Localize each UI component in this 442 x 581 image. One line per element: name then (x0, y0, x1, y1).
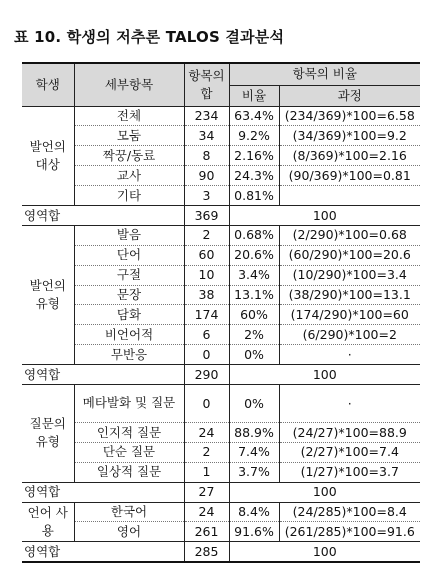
table-row (22, 305, 420, 325)
process-cell: (24/285)*100=8.4 (279, 502, 420, 522)
ratio-cell: 3.7% (229, 462, 279, 482)
process-cell: (90/369)*100=0.81 (279, 166, 420, 186)
ratio-cell: 0.68% (229, 225, 279, 245)
sum-cell: 90 (184, 166, 229, 186)
area-sum-percent: 100 (229, 365, 420, 385)
sum-cell: 6 (184, 325, 229, 345)
sum-cell: 2 (184, 225, 229, 245)
sum-cell: 0 (184, 345, 229, 365)
process-cell: (38/290)*100=13.1 (279, 285, 420, 305)
sum-cell: 2 (184, 442, 229, 462)
area-sum-row (22, 542, 420, 562)
item-cell: 모둠 (74, 126, 184, 146)
process-cell: (24/27)*100=88.9 (279, 422, 420, 442)
table-row (22, 166, 420, 186)
area-sum-value: 285 (184, 542, 229, 562)
category-cell: 발언의 대상 (22, 106, 74, 205)
area-sum-blank (74, 365, 184, 385)
process-cell: (10/290)*100=3.4 (279, 265, 420, 285)
process-cell: (8/369)*100=2.16 (279, 146, 420, 166)
ratio-cell: 0% (229, 384, 279, 422)
category-cell: 질문의 유형 (22, 384, 74, 482)
area-sum-percent: 100 (229, 542, 420, 562)
table-row (22, 245, 420, 265)
sum-cell: 3 (184, 186, 229, 206)
process-cell: (2/290)*100=0.68 (279, 225, 420, 245)
item-cell: 문장 (74, 285, 184, 305)
area-sum-label: 영역합 (22, 365, 74, 385)
process-cell: (261/285)*100=91.6 (279, 522, 420, 542)
process-cell: (174/290)*100=60 (279, 305, 420, 325)
table-row (22, 126, 420, 146)
table-row (22, 106, 420, 126)
table-row (22, 325, 420, 345)
table-row (22, 186, 420, 206)
talos-result-table (22, 62, 420, 563)
item-cell: 발음 (74, 225, 184, 245)
table-row (22, 146, 420, 166)
ratio-cell: 13.1% (229, 285, 279, 305)
process-cell: (2/27)*100=7.4 (279, 442, 420, 462)
area-sum-percent: 100 (229, 482, 420, 502)
table-row (22, 442, 420, 462)
table-row (22, 502, 420, 522)
header-row-1 (22, 63, 420, 85)
sum-cell: 24 (184, 422, 229, 442)
sum-cell: 8 (184, 146, 229, 166)
sum-cell: 234 (184, 106, 229, 126)
item-cell: 한국어 (74, 502, 184, 522)
area-sum-row (22, 205, 420, 225)
sum-cell: 10 (184, 265, 229, 285)
area-sum-row (22, 482, 420, 502)
process-cell: · (279, 384, 420, 422)
ratio-cell: 8.4% (229, 502, 279, 522)
area-sum-value: 290 (184, 365, 229, 385)
item-cell: 짝꿍/동료 (74, 146, 184, 166)
table-row (22, 285, 420, 305)
item-cell: 교사 (74, 166, 184, 186)
sum-cell: 60 (184, 245, 229, 265)
header-sum: 항목의 합 (184, 63, 229, 106)
sum-cell: 24 (184, 502, 229, 522)
item-cell: 단어 (74, 245, 184, 265)
ratio-cell: 24.3% (229, 166, 279, 186)
ratio-cell: 3.4% (229, 265, 279, 285)
process-cell: (1/27)*100=3.7 (279, 462, 420, 482)
header-student: 학생 (22, 63, 74, 106)
area-sum-label: 영역합 (22, 542, 74, 562)
item-cell: 기타 (74, 186, 184, 206)
header-ratio: 비율 (229, 85, 279, 106)
table-row (22, 384, 420, 422)
area-sum-percent: 100 (229, 205, 420, 225)
area-sum-row (22, 365, 420, 385)
table-row (22, 522, 420, 542)
area-sum-blank (74, 205, 184, 225)
area-sum-label: 영역합 (22, 482, 74, 502)
table-row (22, 225, 420, 245)
ratio-cell: 9.2% (229, 126, 279, 146)
ratio-cell: 0% (229, 345, 279, 365)
ratio-cell: 7.4% (229, 442, 279, 462)
process-cell (279, 186, 420, 206)
item-cell: 메타발화 및 질문 (74, 384, 184, 422)
table-title: 표 10. 학생의 저추론 TALOS 결과분석 (14, 28, 285, 46)
area-sum-value: 27 (184, 482, 229, 502)
item-cell: 인지적 질문 (74, 422, 184, 442)
area-sum-blank (74, 542, 184, 562)
header-ratio-group: 항목의 비율 (229, 63, 420, 85)
process-cell: · (279, 345, 420, 365)
table-row (22, 345, 420, 365)
header-process: 과정 (279, 85, 420, 106)
process-cell: (6/290)*100=2 (279, 325, 420, 345)
ratio-cell: 0.81% (229, 186, 279, 206)
item-cell: 비언어적 (74, 325, 184, 345)
item-cell: 영어 (74, 522, 184, 542)
item-cell: 담화 (74, 305, 184, 325)
process-cell: (234/369)*100=6.58 (279, 106, 420, 126)
ratio-cell: 63.4% (229, 106, 279, 126)
header-detail: 세부항목 (74, 63, 184, 106)
category-cell: 언어 사용 (22, 502, 74, 542)
item-cell: 구절 (74, 265, 184, 285)
ratio-cell: 20.6% (229, 245, 279, 265)
ratio-cell: 88.9% (229, 422, 279, 442)
sum-cell: 1 (184, 462, 229, 482)
table-row (22, 265, 420, 285)
sum-cell: 261 (184, 522, 229, 542)
table-body (22, 106, 420, 562)
item-cell: 일상적 질문 (74, 462, 184, 482)
category-cell: 발언의 유형 (22, 225, 74, 364)
sum-cell: 174 (184, 305, 229, 325)
ratio-cell: 2.16% (229, 146, 279, 166)
item-cell: 무반응 (74, 345, 184, 365)
sum-cell: 34 (184, 126, 229, 146)
table-row (22, 422, 420, 442)
sum-cell: 38 (184, 285, 229, 305)
item-cell: 전체 (74, 106, 184, 126)
area-sum-value: 369 (184, 205, 229, 225)
process-cell: (60/290)*100=20.6 (279, 245, 420, 265)
sum-cell: 0 (184, 384, 229, 422)
ratio-cell: 91.6% (229, 522, 279, 542)
process-cell: (34/369)*100=9.2 (279, 126, 420, 146)
area-sum-label: 영역합 (22, 205, 74, 225)
item-cell: 단순 질문 (74, 442, 184, 462)
ratio-cell: 2% (229, 325, 279, 345)
ratio-cell: 60% (229, 305, 279, 325)
table-row (22, 462, 420, 482)
area-sum-blank (74, 482, 184, 502)
